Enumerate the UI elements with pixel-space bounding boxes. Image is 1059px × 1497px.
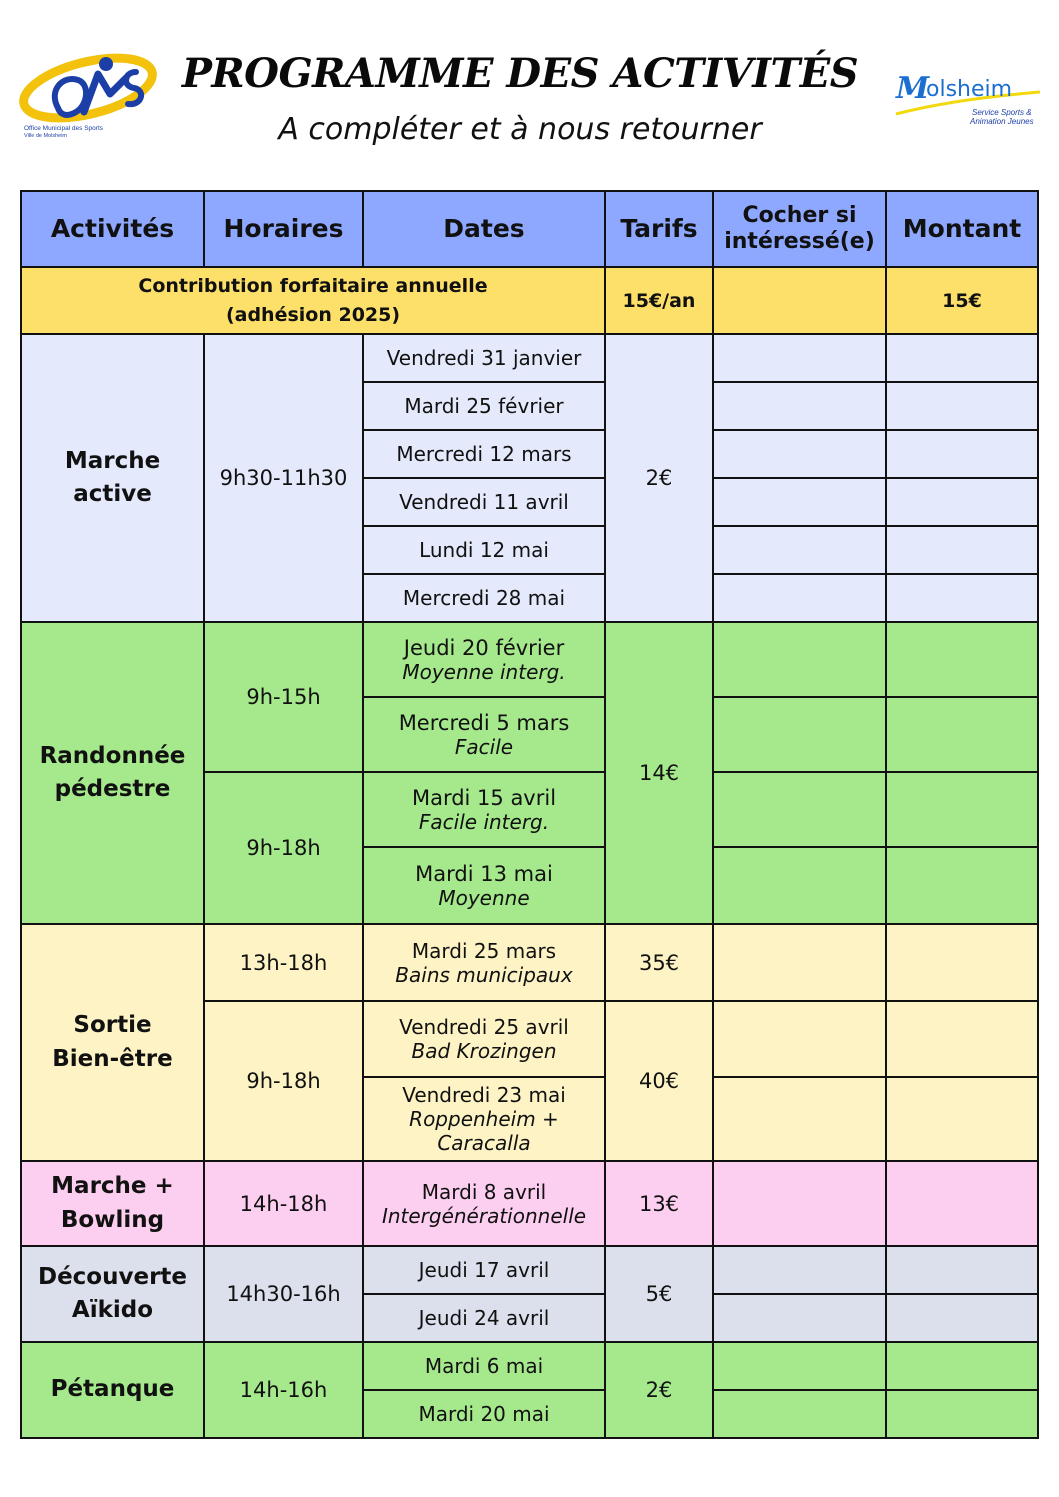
montant-cell[interactable] xyxy=(886,1342,1038,1390)
date-cell: Mercredi 5 mars xyxy=(398,710,570,735)
tarif-cell: 2€ xyxy=(605,1342,713,1438)
date-cell: Mardi 25 février xyxy=(404,394,564,418)
montant-cell[interactable] xyxy=(886,924,1038,1001)
contribution-tarif: 15€/an xyxy=(605,267,713,334)
tarif-cell: 40€ xyxy=(605,1001,713,1161)
date-cell: Mardi 13 mai xyxy=(415,861,553,886)
montant-cell[interactable] xyxy=(886,334,1038,382)
page-subtitle: A compléter et à nous retourner xyxy=(278,112,762,147)
montant-cell[interactable] xyxy=(886,1077,1038,1161)
date-note: Facile interg. xyxy=(418,809,550,834)
header-dates: Dates xyxy=(363,191,605,267)
horaire-cell: 14h-18h xyxy=(204,1161,363,1246)
contribution-check-cell[interactable] xyxy=(713,267,886,334)
svg-text:M: M xyxy=(896,71,930,106)
check-cell[interactable] xyxy=(713,847,886,924)
horaire-cell: 9h-15h xyxy=(204,622,363,772)
check-cell[interactable] xyxy=(713,772,886,847)
horaire-cell: 14h-16h xyxy=(204,1342,363,1438)
header-cocher xyxy=(713,191,886,267)
activity-name-line2: active xyxy=(73,481,152,507)
activity-bien-etre xyxy=(21,924,204,1161)
montant-cell[interactable] xyxy=(886,526,1038,574)
check-cell[interactable] xyxy=(713,478,886,526)
molsheim-logo-icon xyxy=(892,62,1044,132)
check-cell[interactable] xyxy=(713,697,886,772)
horaire-cell: 9h-18h xyxy=(204,772,363,924)
activity-name-line1: Randonnée xyxy=(39,742,186,769)
header-cocher-line1: Cocher si xyxy=(742,202,857,228)
date-note: Bains municipaux xyxy=(395,962,573,987)
activities-table xyxy=(20,190,1039,1439)
horaire-cell: 13h-18h xyxy=(204,924,363,1001)
activity-marche-active xyxy=(21,334,204,622)
activity-name-line2: Aïkido xyxy=(71,1297,154,1323)
contribution-line1: Contribution forfaitaire annuelle xyxy=(138,275,488,297)
molsheim-caption-2: Animation Jeunes xyxy=(970,117,1034,126)
montant-cell[interactable] xyxy=(886,1294,1038,1342)
montant-cell[interactable] xyxy=(886,430,1038,478)
horaire-cell: 9h30-11h30 xyxy=(204,334,363,622)
contribution-montant: 15€ xyxy=(886,267,1038,334)
date-cell: Lundi 12 mai xyxy=(419,538,549,562)
check-cell[interactable] xyxy=(713,622,886,697)
date-cell: Mardi 25 mars xyxy=(411,938,557,963)
date-cell: Vendredi 31 janvier xyxy=(386,346,582,370)
date-note: Bad Krozingen xyxy=(411,1039,557,1063)
date-cell: Jeudi 20 février xyxy=(403,635,565,660)
check-cell[interactable] xyxy=(713,1390,886,1438)
header-activites: Activités xyxy=(21,191,204,267)
contribution-row xyxy=(21,267,1038,334)
activity-name-line2: pédestre xyxy=(54,776,171,802)
montant-cell[interactable] xyxy=(886,1161,1038,1246)
activity-aikido xyxy=(21,1246,204,1342)
tarif-cell: 35€ xyxy=(605,924,713,1001)
header-cocher-line2: intéressé(e) xyxy=(724,229,875,254)
date-cell: Mardi 6 mai xyxy=(424,1354,544,1378)
activity-name-line1: Marche xyxy=(64,447,161,474)
date-cell: Jeudi 17 avril xyxy=(418,1258,550,1282)
activity-name-line1: Découverte xyxy=(37,1263,188,1290)
activity-petanque: Pétanque xyxy=(21,1342,204,1438)
horaire-cell: 9h-18h xyxy=(204,1001,363,1161)
activity-name-line2: Bien-être xyxy=(52,1045,173,1072)
header-montant: Montant xyxy=(886,191,1038,267)
table-row xyxy=(21,924,1038,1001)
montant-cell[interactable] xyxy=(886,697,1038,772)
check-cell[interactable] xyxy=(713,430,886,478)
date-note: Moyenne xyxy=(438,885,530,910)
montant-cell[interactable] xyxy=(886,622,1038,697)
molsheim-caption-1: Service Sports & xyxy=(972,108,1032,117)
date-cell: Mercredi 28 mai xyxy=(402,586,566,610)
tarif-cell: 13€ xyxy=(605,1161,713,1246)
oms-caption-2: Ville de Molsheim xyxy=(24,133,68,139)
table-row xyxy=(21,334,1038,382)
montant-cell[interactable] xyxy=(886,382,1038,430)
montant-cell[interactable] xyxy=(886,478,1038,526)
montant-cell[interactable] xyxy=(886,1001,1038,1077)
tarif-cell: 2€ xyxy=(605,334,713,622)
date-note: Facile xyxy=(454,734,514,759)
check-cell[interactable] xyxy=(713,1294,886,1342)
date-cell: Vendredi 11 avril xyxy=(399,490,569,514)
oms-logo-icon xyxy=(18,50,168,142)
date-note: Moyenne interg. xyxy=(402,659,566,684)
check-cell[interactable] xyxy=(713,574,886,622)
activity-name-line1: Sortie xyxy=(73,1012,152,1039)
date-note: Roppenheim + Caracalla xyxy=(409,1107,559,1155)
horaire-cell: 14h30-16h xyxy=(204,1246,363,1342)
montant-cell[interactable] xyxy=(886,1390,1038,1438)
check-cell[interactable] xyxy=(713,1077,886,1161)
check-cell[interactable] xyxy=(713,1161,886,1246)
check-cell[interactable] xyxy=(713,334,886,382)
check-cell[interactable] xyxy=(713,924,886,1001)
page-title: PROGRAMME DES ACTIVITÉS xyxy=(181,50,859,97)
date-cell: Mardi 8 avril xyxy=(421,1179,547,1204)
montant-cell[interactable] xyxy=(886,574,1038,622)
svg-text:olsheim: olsheim xyxy=(926,77,1013,102)
header-horaires: Horaires xyxy=(204,191,363,267)
oms-caption-1: Office Municipal des Sports xyxy=(24,125,103,132)
table-row xyxy=(21,1246,1038,1294)
date-cell: Vendredi 25 avril xyxy=(399,1015,569,1039)
tarif-cell: 5€ xyxy=(605,1246,713,1342)
table-row xyxy=(21,622,1038,697)
tarif-cell: 14€ xyxy=(605,622,713,924)
date-cell: Mercredi 12 mars xyxy=(396,442,572,466)
table-header-row xyxy=(21,191,1038,267)
date-cell: Mardi 20 mai xyxy=(418,1402,550,1426)
activity-bowling xyxy=(21,1161,204,1246)
date-cell: Vendredi 23 mai xyxy=(402,1083,566,1107)
contribution-line2: (adhésion 2025) xyxy=(225,303,401,326)
date-cell: Jeudi 24 avril xyxy=(418,1306,550,1330)
date-note: Intergénérationnelle xyxy=(381,1203,587,1228)
montant-cell[interactable] xyxy=(886,1246,1038,1294)
montant-cell[interactable] xyxy=(886,772,1038,847)
check-cell[interactable] xyxy=(713,1342,886,1390)
check-cell[interactable] xyxy=(713,382,886,430)
check-cell[interactable] xyxy=(713,1246,886,1294)
activity-randonnee xyxy=(21,622,204,924)
table-row xyxy=(21,1161,1038,1246)
date-cell: Mardi 15 avril xyxy=(411,785,557,810)
montant-cell[interactable] xyxy=(886,847,1038,924)
header-tarifs: Tarifs xyxy=(605,191,713,267)
activity-name-line1: Marche + xyxy=(51,1173,174,1200)
activity-name-line2: Bowling xyxy=(60,1206,165,1233)
contribution-label xyxy=(21,267,605,334)
molsheim-logo xyxy=(892,62,1044,132)
table-row xyxy=(21,1342,1038,1390)
oms-logo xyxy=(18,50,168,142)
check-cell[interactable] xyxy=(713,526,886,574)
check-cell[interactable] xyxy=(713,1001,886,1077)
